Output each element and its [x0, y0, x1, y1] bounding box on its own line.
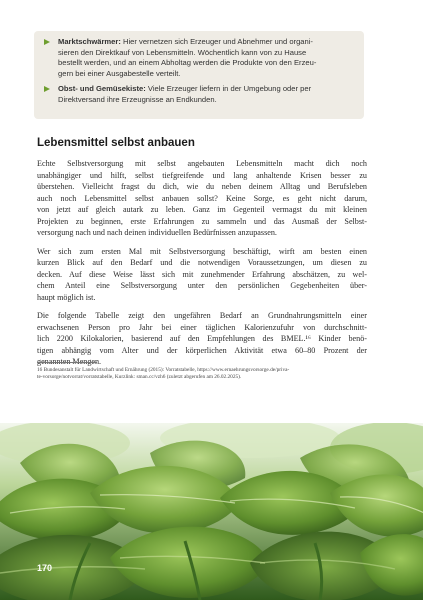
text-line: haupt möglich ist. [37, 292, 96, 302]
footnote-line: 16 Bundesanstalt für Landwirtschaft und Ernährung (2015): Vorratstabelle, https://www.ernaehrungsvorsorge.de/priva- [37, 367, 290, 373]
text-line: von jetzt auf gleich autark zu leben. Ganz im Gegenteil vermagst du mit kleinen [37, 205, 367, 214]
info-text-line: Direktversand ihre Erzeugnisse an Endkunden. [58, 94, 217, 104]
info-text-line: Viele Erzeuger liefern in der Umgebung oder per [145, 84, 312, 94]
text-line: unabhängiger und hilft, selbst tiefgreifende und lang anhaltende Krisen besser zu [37, 170, 367, 180]
info-term: Marktschwärmer: [58, 37, 121, 46]
text-line: Wer sich zum ersten Mal mit Selbstversorgung beschäftigt, wirft am besten einen [37, 246, 367, 256]
text-line: Die folgende Tabelle zeigt den ungefähren Bedarf an Grundnahrungsmitteln einer [37, 311, 367, 320]
text-line: lich 2200 Kilokalorien, basierend auf den Empfehlungen des BMEL.¹⁶ Kinder benö- [37, 334, 367, 343]
body-text [37, 158, 367, 375]
text-line: Projekten zu beginnen, erste Erfahrungen zu sammeln und das Ausmaß der Selbst- [37, 216, 367, 226]
section-heading: Lebensmittel selbst anbauen [37, 137, 195, 149]
info-box [34, 31, 364, 119]
paragraph-3 [37, 310, 367, 368]
text-line: decken. Auf diese Weise lässt sich mit zunehmender Erfahrung abschätzen, zu wel- [37, 269, 367, 279]
text-line: überstehen. Vielleicht fragst du dich, wie du neben deinem Alltag und Berufsleben [37, 182, 367, 191]
info-text-line: Hier vernetzen sich Erzeuger und Abnehmer und organi- [120, 37, 313, 46]
page-number: 170 [37, 563, 53, 573]
text-line: Echte Selbstversorgung mit selbst angebauten Lebensmitteln macht dich noch [37, 159, 367, 168]
text-line: genannten Mengen. [37, 357, 102, 366]
text-line: chem Anteil eine Selbstversorgung unter den persönlichen Gegebenheiten über- [37, 281, 367, 290]
info-item-obstkiste [44, 84, 354, 105]
info-text-line: sieren den Direktkauf von Lebensmitteln. Wöchentlich kann von zu Hause [58, 47, 307, 57]
text-line: kurzen Blick auf den Bedarf und die notwendigen Voraussetzungen, um diesen zu [37, 258, 367, 267]
triangle-bullet-icon [44, 86, 50, 92]
paragraph-2 [37, 246, 367, 304]
paragraph-1 [37, 158, 367, 239]
text-line: erwachsenen Person pro Jahr bei einer täglichen Kalorienzufuhr von durchschnitt- [37, 322, 367, 332]
footnote [37, 367, 367, 381]
spinach-leaves-photo [0, 423, 423, 600]
info-text-line: bestellt werden, und an einem Abholtag werden die Produkte von den Erzeu- [58, 58, 317, 68]
info-text-line: gern bei einer Ausgabestelle verteilt. [58, 68, 181, 78]
text-line: tigen abhängig vom Alter und der körperlichen Aktivität etwa 60–80 Prozent der [37, 345, 367, 355]
triangle-bullet-icon [44, 39, 50, 45]
text-line: auch noch Lebensmittel selbst anbauen sollst? Keine Sorge, es geht nicht darum, [37, 193, 367, 203]
footnote-line: te-vorsorge/notvorrat/vorratstabelle, Kurzlink: sman.cc/vzh6 (zuletzt abgerufen am 26.02.2025). [37, 374, 242, 381]
text-line: versorgung nach und nach deinen individuellen Bedürfnissen anzupassen. [37, 228, 277, 237]
footnote-divider [37, 362, 97, 363]
info-term: Obst- und Gemüsekiste: [58, 84, 146, 94]
info-item-marktschwaermer [44, 37, 354, 79]
